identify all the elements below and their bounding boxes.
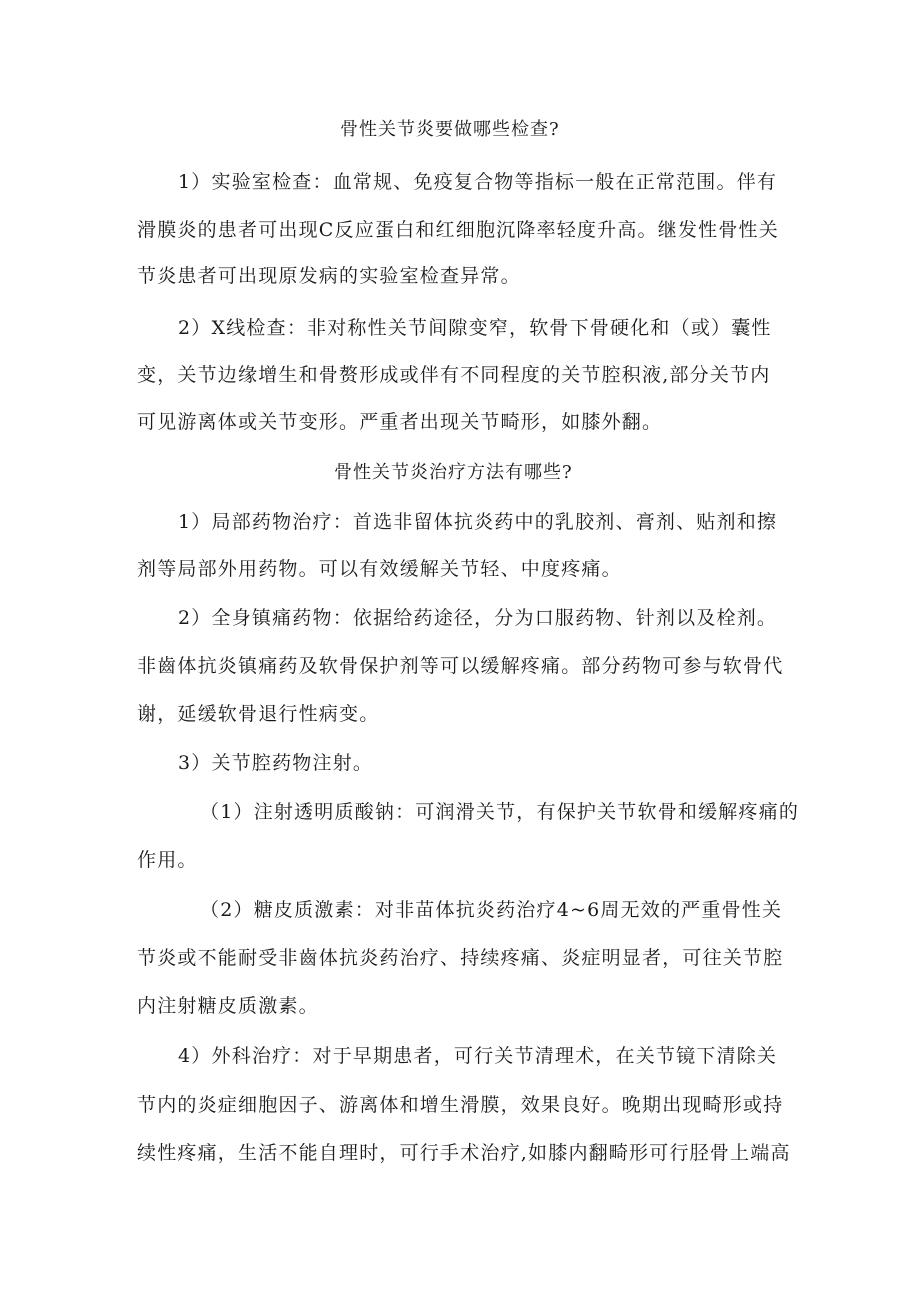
- paragraph-xray-line-2: 变，关节边缘增生和骨赘形成或伴有不同程度的关节腔积液,部分关节内: [137, 364, 771, 386]
- paragraph-xray-line-3: 可见游离体或关节变形。严重者出现关节畸形，如膝外翻。: [137, 411, 663, 433]
- paragraph-systemic-drug-line-3: 谢，延缓软骨退行性病变。: [137, 703, 380, 725]
- paragraph-surgery-line-1: 4）外科治疗：对于早期患者，可行关节清理术，在关节镜下清除关: [178, 1045, 778, 1067]
- paragraph-corticosteroid-line-1: （2）糖皮质激素：对非苗体抗炎药治疗4~6周无效的严重骨性关: [200, 899, 783, 921]
- paragraph-hyaluronate-line-2: 作用。: [137, 849, 198, 871]
- paragraph-lab-test-line-2: 滑膜炎的患者可出现C反应蛋白和红细胞沉降率轻度升高。继发性骨性关: [137, 219, 779, 241]
- paragraph-surgery-line-3: 续性疼痛，生活不能自理时，可行手术治疗,如膝内翻畸形可行胫骨上端高: [137, 1142, 791, 1164]
- paragraph-lab-test-line-3: 节炎患者可出现原发病的实验室检查异常。: [137, 265, 521, 287]
- paragraph-corticosteroid-line-3: 内注射糖皮质激素。: [137, 995, 319, 1017]
- section-heading-examinations: 骨性关节炎要做哪些检查?: [340, 119, 560, 140]
- paragraph-corticosteroid-line-2: 节炎或不能耐受非齒体抗炎药治疗、持续疼痛、炎症明显者，可往关节腔: [137, 947, 784, 969]
- paragraph-injection-heading: 3）关节腔药物注射。: [178, 752, 374, 774]
- paragraph-surgery-line-2: 节内的炎症细胞因子、游离体和增生滑膜，效果良好。晚期出现畸形或持: [137, 1094, 784, 1116]
- paragraph-local-drug-line-1: 1）局部药物治疗：首选非留体抗炎药中的乳胶剂、膏剂、贴剂和擦: [178, 511, 778, 533]
- paragraph-local-drug-line-2: 剂等局部外用药物。可以有效缓解关节轻、中度疼痛。: [137, 558, 622, 580]
- section-heading-treatments: 骨性关节炎治疗方法有哪些?: [334, 462, 573, 483]
- paragraph-xray-line-1: 2）X线检查：非对称性关节间隙变窄，软骨下骨硬化和（或）囊性: [178, 317, 772, 339]
- paragraph-systemic-drug-line-1: 2）全身镇痛药物：依据给药途径，分为口服药物、针剂以及栓剂。: [178, 607, 778, 629]
- paragraph-hyaluronate-line-1: （1）注射透明质酸钠：可润滑关节，有保护关节软骨和缓解疼痛的: [200, 801, 800, 823]
- paragraph-systemic-drug-line-2: 非齒体抗炎镇痛药及软骨保护剂等可以缓解疼痛。部分药物可参与软骨代: [137, 655, 784, 677]
- paragraph-lab-test-line-1: 1）实验室检查：血常规、免疫复合物等指标一般在正常范围。伴有: [178, 171, 778, 193]
